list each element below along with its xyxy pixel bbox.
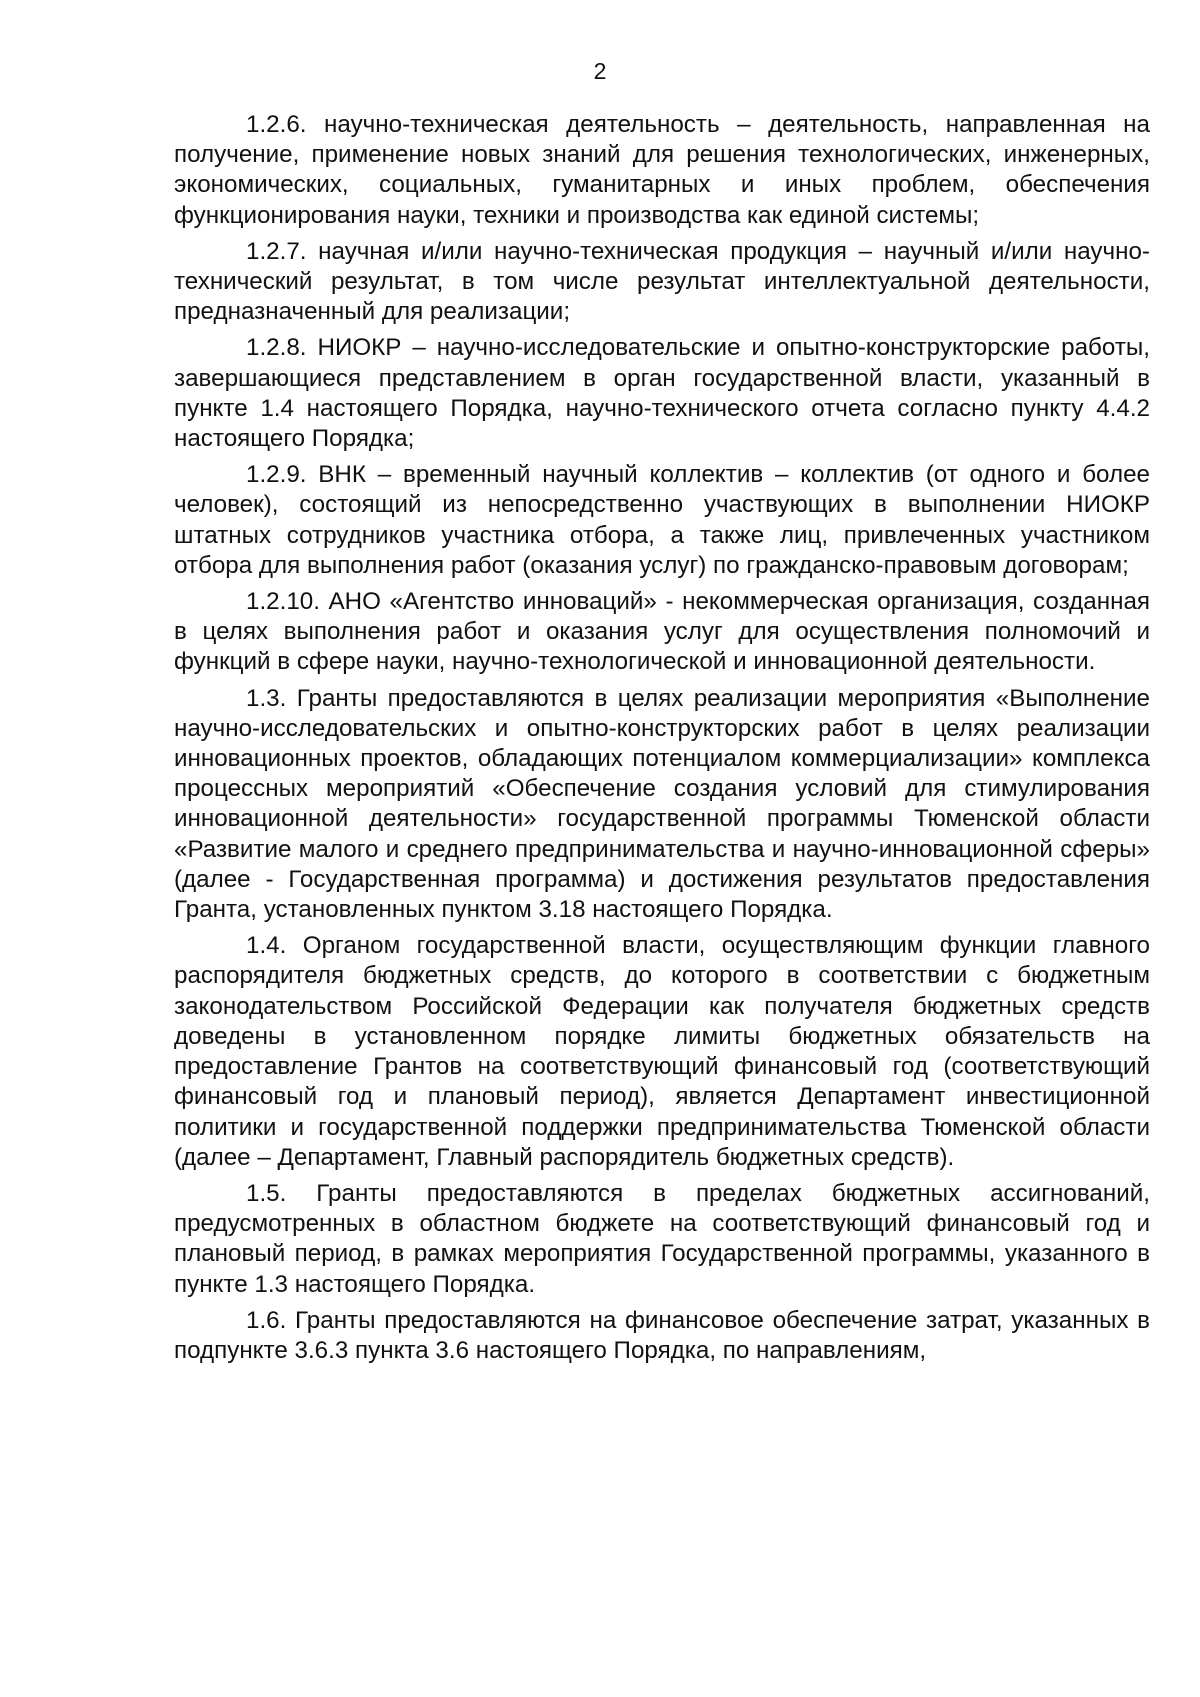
paragraph-1-2-8: 1.2.8. НИОКР – научно-исследовательские и опытно-конструкторские работы, завершающиеся представлением в орган государственной власти, указанный в пункте 1.4 настоящего Порядка, научно-технического отчета согласно пункту 4.4.2 настоящего Порядка; <box>174 334 1150 453</box>
paragraph-1-2-7: 1.2.7. научная и/или научно-техническая продукция – научный и/или научно-технический результат, в том числе результат интеллектуальной деятельности, предназначенный для реализации; <box>174 237 1150 326</box>
paragraph-1-2-10: 1.2.10. АНО «Агентство инноваций» - некоммерческая организация, созданная в целях выполнения работ и оказания услуг для осуществления полномочий и функций в сфере науки, научно-технологической и инновационной деятельности. <box>174 588 1150 676</box>
paragraph-1-2-6: 1.2.6. научно-техническая деятельность – деятельность, направленная на получение, применение новых знаний для решения технологических, инженерных, экономических, социальных, гуманитарных и иных проблем, обеспечения функционирования науки, техники и производства как единой системы; <box>174 111 1150 229</box>
paragraph-1-6: 1.6. Гранты предоставляются на финансовое обеспечение затрат, указанных в подпункте 3.6.3 пункта 3.6 настоящего Порядка, по направлениям, <box>174 1306 1150 1364</box>
document-body <box>174 110 1150 1372</box>
paragraph-1-2-9: 1.2.9. ВНК – временный научный коллектив – коллектив (от одного и более человек), состоящий из непосредственно участвующих в выполнении НИОКР штатных сотрудников участника отбора, а также лиц, привлеченных участником отбора для выполнения работ (оказания услуг) по гражданско-правовым договорам; <box>174 461 1150 579</box>
paragraph-1-4: 1.4. Органом государственной власти, осуществляющим функции главного распорядителя бюджетных средств, до которого в соответствии с бюджетным законодательством Российской Федерации как получателя бюджетных средств доведены в установленном порядке лимиты бюджетных обязательств на предоставление Грантов на соответствующий финансовый год (соответствующий финансовый год и плановый период), является Департамент инвестиционной политики и государственной поддержки предпринимательства Тюменской области (далее – Департамент, Главный распорядитель бюджетных средств). <box>174 932 1150 1171</box>
paragraph-1-3: 1.3. Гранты предоставляются в целях реализации мероприятия «Выполнение научно-исследовательских и опытно-конструкторских работ в целях реализации инновационных проектов, обладающих потенциалом коммерциализации» комплекса процессных мероприятий «Обеспечение создания условий для стимулирования инновационной деятельности» государственной программы Тюменской области «Развитие малого и среднего предпринимательства и научно-инновационной сферы» (далее - Государственная программа) и достижения результатов предоставления Гранта, установленных пунктом 3.18 настоящего Порядка. <box>174 684 1150 924</box>
page-number: 2 <box>593 58 607 84</box>
paragraph-1-5: 1.5. Гранты предоставляются в пределах бюджетных ассигнований, предусмотренных в областном бюджете на соответствующий финансовый год и плановый период, в рамках мероприятия Государственной программы, указанного в пункте 1.3 настоящего Порядка. <box>174 1179 1150 1298</box>
